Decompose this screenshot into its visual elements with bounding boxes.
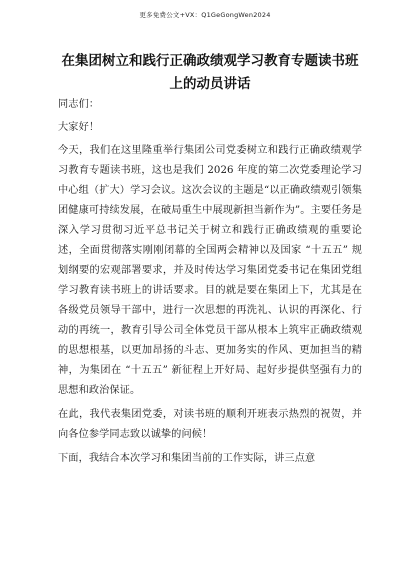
document-title: 在集团树立和践行正确政绩观学习教育专题读书班上的动员讲话 bbox=[61, 53, 359, 92]
salutation: 同志们： bbox=[58, 99, 100, 110]
greeting: 大家好！ bbox=[58, 122, 100, 133]
paragraph: 下面，我结合本次学习和集团当前的工作实际，讲三点意 bbox=[58, 453, 316, 464]
paragraph: 在此，我代表集团党委，对读书班的顺利开班表示热烈的祝贺，并向各位参学同志致以诚挚的问候！ bbox=[58, 409, 362, 440]
header-note: 更多免费公文+VX：Q1GeGongWen2024 bbox=[139, 11, 271, 19]
document-body bbox=[58, 95, 362, 473]
paragraph: 今天，我们在这里隆重举行集团公司党委树立和践行正确政绩观学习教育专题读书班，这也是我们 2026 年度的第二次党委理论学习中心组（扩大）学习会议。这次会议的主题是“以正确政绩观引领集团健康可持续发展，在破局重生中展现新担当新作为”。主要任务是深入学习贯彻习近平总书记关于树立和践行正确政绩观的重要论述，全面贯彻落实刚刚闭幕的全国两会精神以及国家 “十五五” 规划纲要的宏观部署要求，并及时传达学习集团党委书记在集团党组学习教育读书班上的讲话要求。目的就是要在集团上下，尤其是在各级党员领导干部中，进行一次思想的再洗礼、认识的再深化、行动的再统一，教育引导公司全体党员干部从根本上筑牢正确政绩观的思想根基，以更加昂扬的斗志、更加务实的作风、更加担当的精神，为集团在 “十五五” 新征程上开好局、起好步提供坚强有力的思想和政治保证。 bbox=[58, 145, 362, 396]
